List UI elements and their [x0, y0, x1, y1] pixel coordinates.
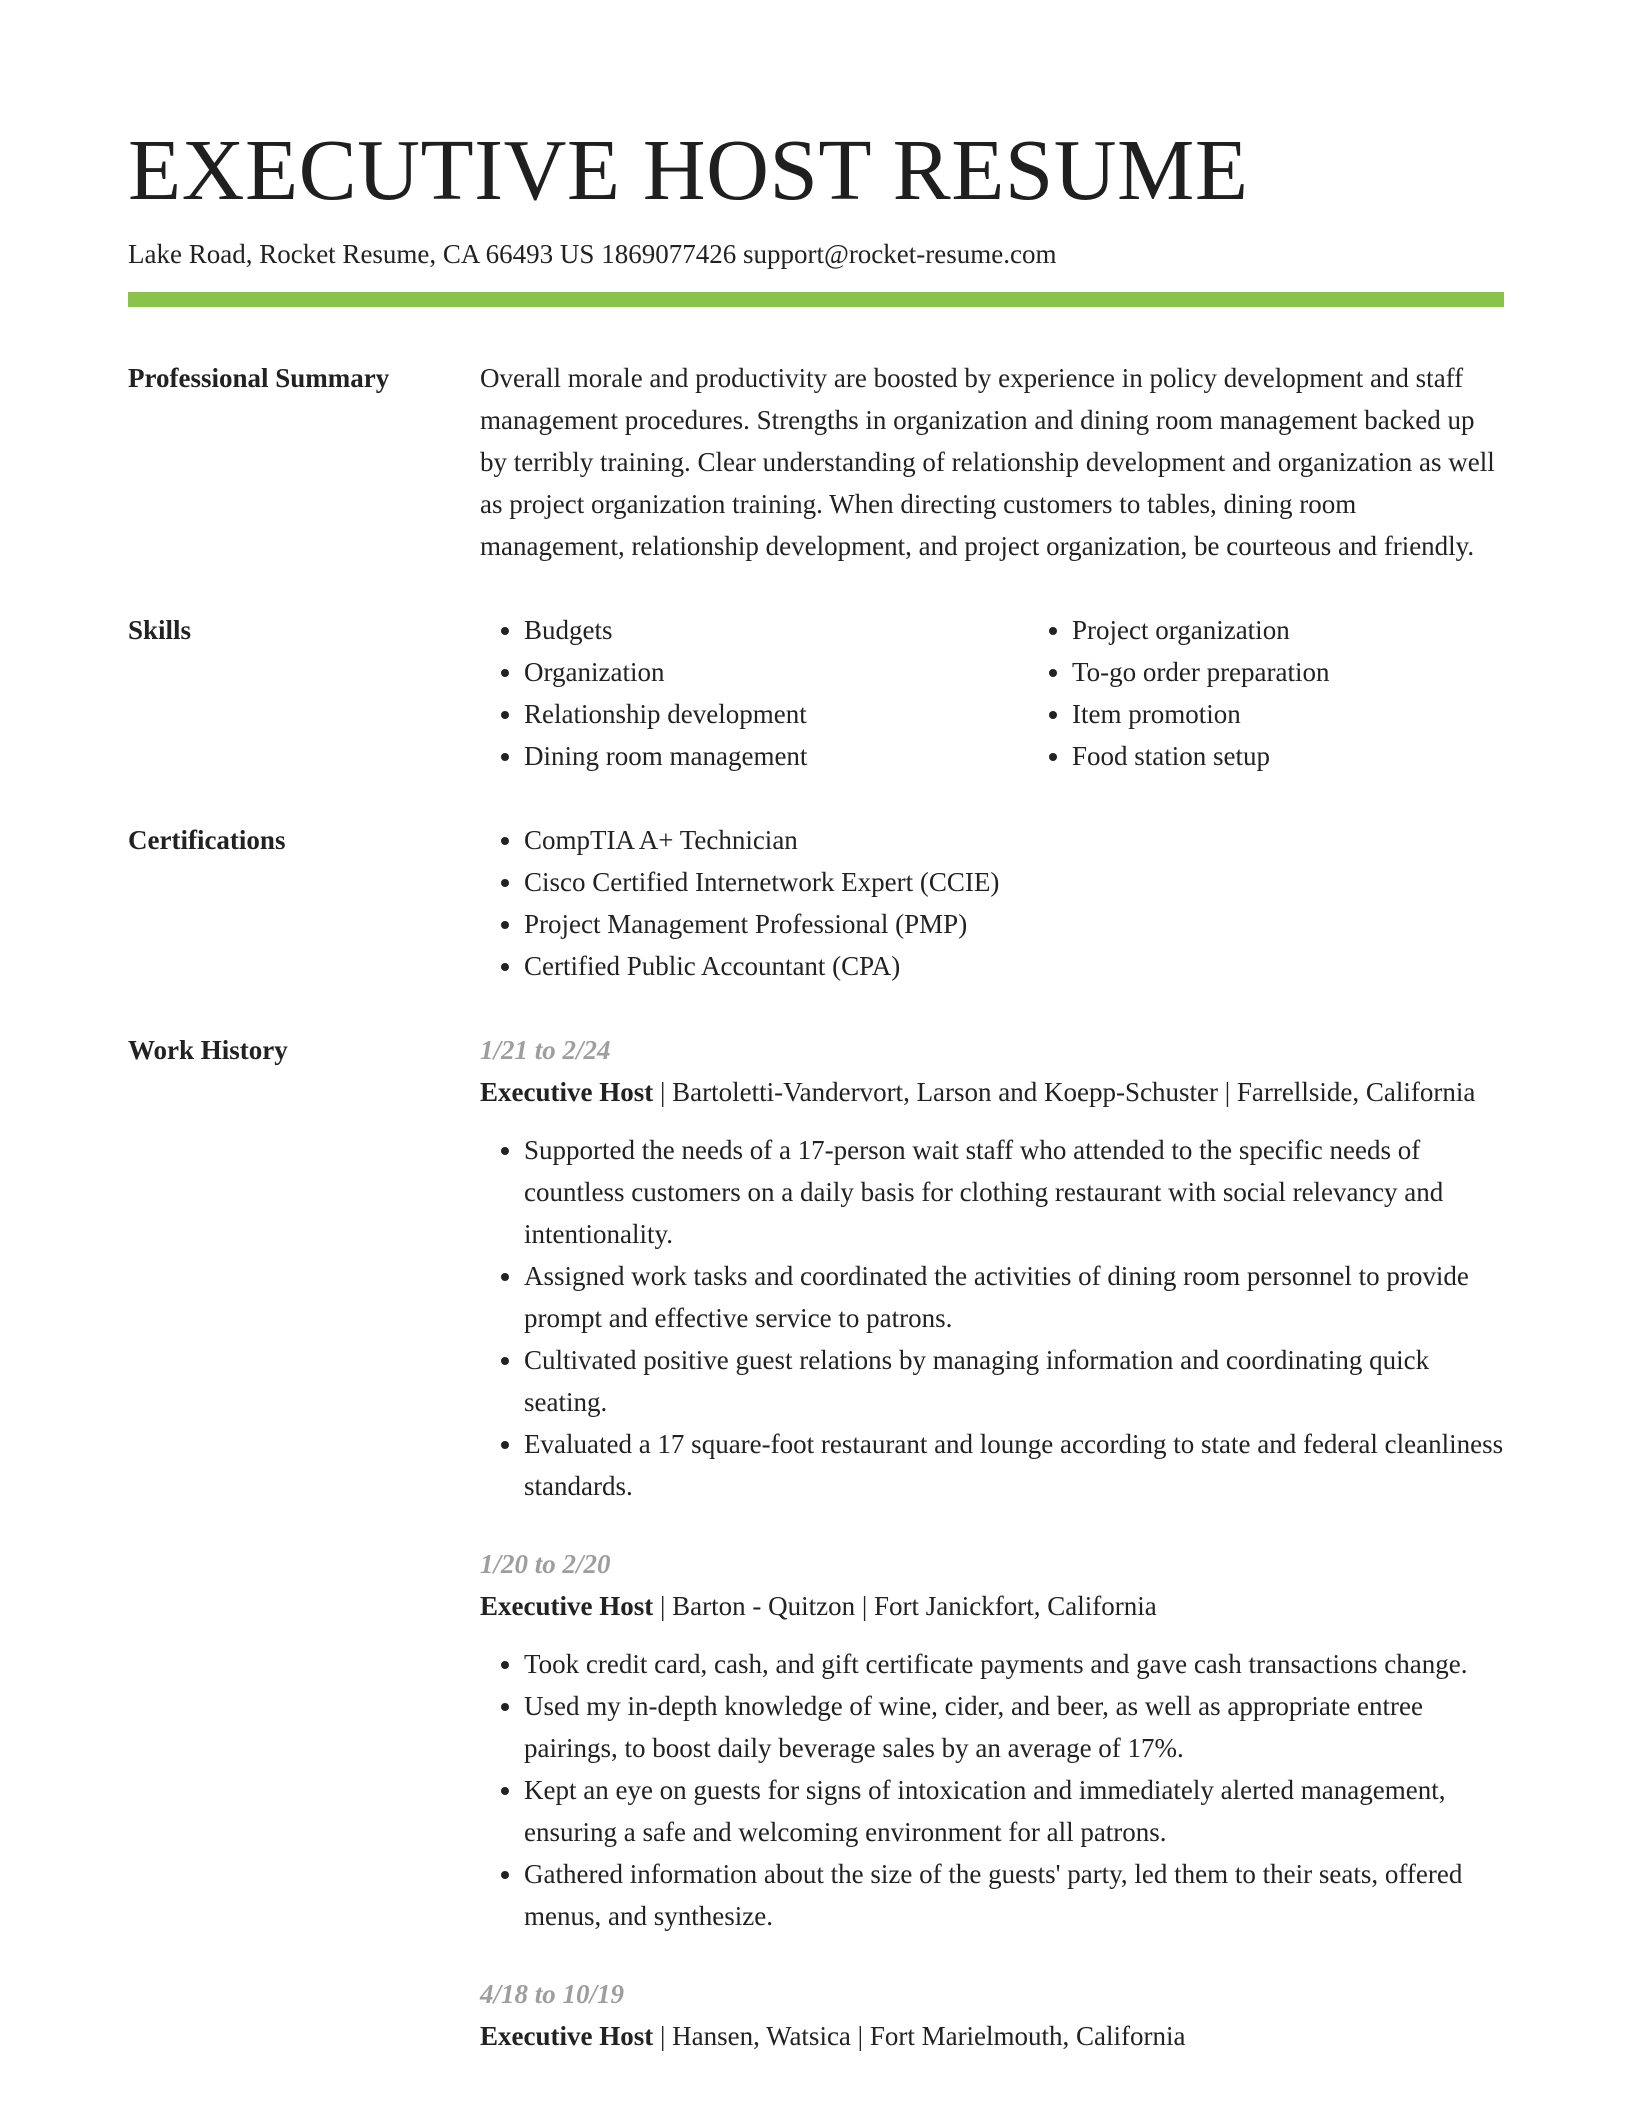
job-bullets: [480, 1129, 1504, 1507]
section-label-work-history: Work History: [128, 1035, 288, 1065]
job-bullet: • Kept an eye on guests for signs of intoxication and immediately alerted management, ensuring a safe and welcoming environment for all patrons.: [524, 1769, 1504, 1853]
job-title: Executive Host: [480, 2021, 654, 2051]
skill-item: • Relationship development: [524, 693, 1028, 735]
job-heading: [480, 1585, 1504, 1627]
job-heading: [480, 2015, 1504, 2057]
job-dates: 1/21 to 2/24: [480, 1035, 611, 1065]
skill-item: • Dining room management: [524, 735, 1028, 777]
skill-item: • To-go order preparation: [1072, 651, 1576, 693]
summary-section: [128, 357, 1504, 567]
skill-item: • Food station setup: [1072, 735, 1576, 777]
job-title: Executive Host: [480, 1077, 654, 1107]
job-bullets: [480, 1643, 1504, 1937]
skills-list-right: [1028, 609, 1576, 777]
skills-list-left: [480, 609, 1028, 777]
skill-item: • Item promotion: [1072, 693, 1576, 735]
job-heading: [480, 1071, 1504, 1113]
job-bullet: • Used my in-depth knowledge of wine, cider, and beer, as well as appropriate entree pairings, to boost daily beverage sales by an average of 17%.: [524, 1685, 1504, 1769]
job-details: | Barton - Quitzon | Fort Janickfort, California: [653, 1591, 1157, 1621]
job-details: | Bartoletti-Vandervort, Larson and Koepp-Schuster | Farrellside, California: [653, 1077, 1476, 1107]
job-bullet: • Evaluated a 17 square-foot restaurant and lounge according to state and federal cleanliness standards.: [524, 1423, 1504, 1507]
job-dates: 4/18 to 10/19: [480, 1979, 625, 2009]
accent-divider: [128, 292, 1504, 307]
job-bullet: • Assigned work tasks and coordinated the activities of dining room personnel to provide prompt and effective service to patrons.: [524, 1255, 1504, 1339]
certifications-section: [128, 819, 1504, 987]
skill-item: • Budgets: [524, 609, 1028, 651]
job-bullet: • Cultivated positive guest relations by managing information and coordinating quick seating.: [524, 1339, 1504, 1423]
job-entry: [480, 1973, 1504, 2057]
job-dates: 1/20 to 2/20: [480, 1549, 611, 1579]
job-entry: [480, 1543, 1504, 1937]
job-title: Executive Host: [480, 1591, 654, 1621]
job-details: | Hansen, Watsica | Fort Marielmouth, California: [653, 2021, 1186, 2051]
job-bullet: • Gathered information about the size of the guests' party, led them to their seats, offered menus, and synthesize.: [524, 1853, 1504, 1937]
contact-line: Lake Road, Rocket Resume, CA 66493 US 1869077426 support@rocket-resume.com: [128, 239, 1057, 269]
certification-item: • Project Management Professional (PMP): [524, 903, 1504, 945]
skill-item: • Organization: [524, 651, 1028, 693]
skill-item: • Project organization: [1072, 609, 1576, 651]
resume-page: [128, 118, 1504, 2093]
section-label-certifications: Certifications: [128, 825, 286, 855]
certification-item: • CompTIA A+ Technician: [524, 819, 1504, 861]
job-entry: [480, 1029, 1504, 1507]
resume-title: EXECUTIVE HOST RESUME: [128, 121, 1249, 218]
summary-text: Overall morale and productivity are boosted by experience in policy development and staff management procedures. Strengths in organization and dining room management backed up by terribly training. Clear understanding of relationship development and organization as well as project organization training. When directing customers to tables, dining room management, relationship development, and project organization, be courteous and friendly.: [480, 363, 1495, 561]
skills-section: [128, 609, 1504, 777]
certifications-list: [480, 819, 1504, 987]
section-label-skills: Skills: [128, 615, 192, 645]
certification-item: • Cisco Certified Internetwork Expert (CCIE): [524, 861, 1504, 903]
work-history-section: [128, 1029, 1504, 2093]
section-label-summary: Professional Summary: [128, 363, 390, 393]
job-bullet: • Took credit card, cash, and gift certificate payments and gave cash transactions change.: [524, 1643, 1504, 1685]
certification-item: • Certified Public Accountant (CPA): [524, 945, 1504, 987]
job-bullet: • Supported the needs of a 17-person wait staff who attended to the specific needs of countless customers on a daily basis for clothing restaurant with social relevancy and intentionality.: [524, 1129, 1504, 1255]
